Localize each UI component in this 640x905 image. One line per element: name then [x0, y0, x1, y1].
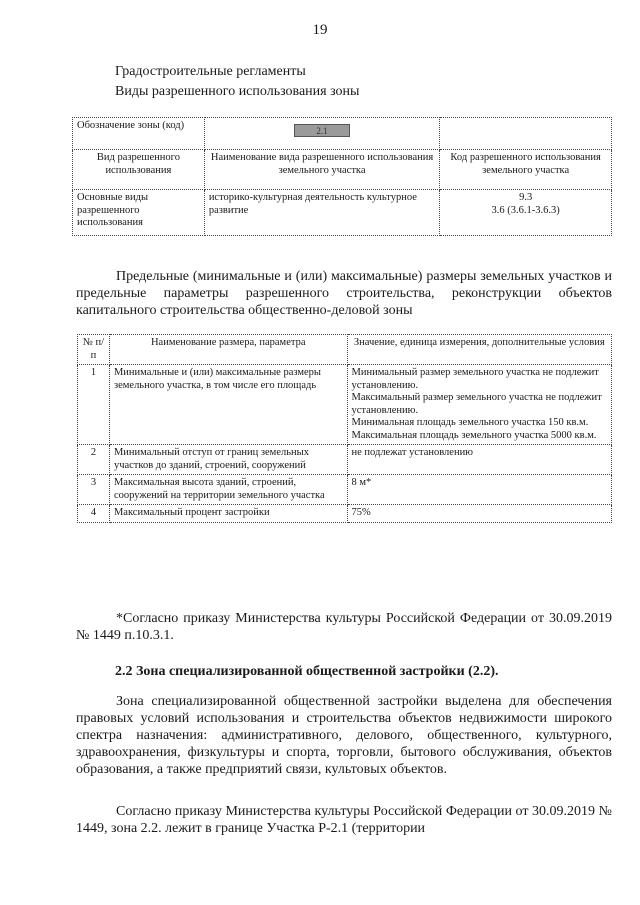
row3-value: 8 м*: [347, 475, 612, 505]
heading-permitted-uses: Виды разрешенного использования зоны: [115, 84, 360, 99]
para-footnote-text: *Согласно приказу Министерства культуры Российской Федерации от 30.09.2019 № 1449 п.10.3.1.: [76, 611, 612, 643]
page-number: 19: [312, 22, 328, 38]
empty-cell: [440, 118, 612, 150]
para-zone-description: [76, 693, 612, 778]
col-header-name: Наименование вида разрешенного использования земельного участка: [204, 150, 439, 190]
para-footnote: [76, 610, 612, 644]
limits-table: [77, 334, 612, 523]
zone-label-cell: [73, 118, 205, 150]
h-num: № п/п: [78, 335, 110, 365]
zone-code-cell: [204, 118, 439, 150]
row1-num: 1: [78, 365, 110, 445]
row1-name: Минимальные и (или) максимальные размеры земельного участка, в том числе его площадь: [109, 365, 347, 445]
row4-value: 75%: [347, 505, 612, 523]
para-zone-description-text: Зона специализированной общественной застройки выделена для обеспечения правовых условий использования и строительства объектов недвижимости широкого спектра назначения: административного, делового, общественного, культурного, здравоохранения, физкультуры и спорта, торговли, бытового обслуживания, объектов образования, а также предприятий связи, культовых объектов.: [76, 694, 612, 777]
row4-num: 4: [78, 505, 110, 523]
row3-name: Максимальная высота зданий, строений, сооружений на территории земельного участка: [109, 475, 347, 505]
para-limits-text: Предельные (минимальные и (или) максимальные) размеры земельных участков и предельные параметры разрешенного строительства, реконструкции объектов капитального строительства общественно-деловой зоны: [76, 269, 612, 318]
zone-label: Обозначение зоны (код): [77, 120, 185, 131]
col-header-type: Вид разрешенного использования: [73, 150, 205, 190]
zone-code: 2.1: [294, 124, 350, 137]
row1-value: [347, 365, 612, 445]
h-value: Значение, единица измерения, дополнительные условия: [347, 335, 612, 365]
para-order-text: Согласно приказу Министерства культуры Российской Федерации от 30.09.2019 № 1449, зона 2.2. лежит в границе Участка Р-2.1 (территории: [76, 804, 612, 836]
para-limits: [76, 268, 612, 319]
row-names: историко-культурная деятельность культурное развитие: [204, 190, 439, 236]
row2-value: не подлежат установлению: [347, 445, 612, 475]
row-type: Основные виды разрешенного использования: [73, 190, 205, 236]
permitted-use-table: [72, 117, 612, 236]
row-code-2: 3.6 (3.6.1-3.6.3): [491, 204, 560, 216]
row4-name: Максимальный процент застройки: [109, 505, 347, 523]
row2-name: Минимальный отступ от границ земельных участков до зданий, строений, сооружений: [109, 445, 347, 475]
row1-value-line: Минимальный размер земельного участка не подлежит установлению.: [351, 367, 599, 391]
row2-num: 2: [78, 445, 110, 475]
row3-num: 3: [78, 475, 110, 505]
row-code-1: 9.3: [519, 192, 533, 203]
section-title: 2.2 Зона специализированной общественной застройки (2.2).: [115, 664, 499, 679]
row1-value-line: Максимальная площадь земельного участка 5000 кв.м.: [351, 429, 597, 441]
row-codes: [440, 190, 612, 236]
col-header-code: Код разрешенного использования земельного участка: [440, 150, 612, 190]
para-order: [76, 803, 612, 837]
heading-regulations: Градостроительные регламенты: [115, 64, 306, 79]
row1-value-line: Минимальная площадь земельного участка 150 кв.м.: [351, 417, 589, 428]
row1-value-line: Максимальный размер земельного участка не подлежит установлению.: [351, 392, 602, 416]
h-name: Наименование размера, параметра: [109, 335, 347, 365]
